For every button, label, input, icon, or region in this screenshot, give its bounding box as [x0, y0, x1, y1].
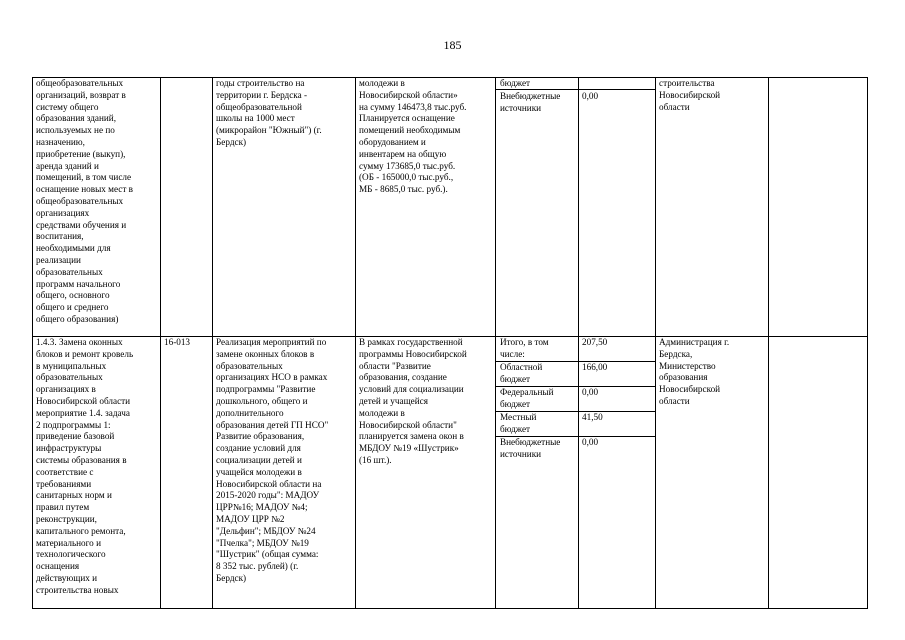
table-cell-description: Реализация мероприятий по замене оконных блоков в образовательных организациях НСО в рамках подпрограммы "Развитие дошкольного, общего и дополнительного образования детей ГП НСО" Развитие образования, создание условий для социализации детей и учащейся молодежи в Новосибирской области на 2015-2020 годы": МАДОУ ЦРР№16; МАДОУ №4; МАДОУ ЦРР №2 "Дельфин"; МБДОУ №24 "Пчелка"; МБДОУ №19 "Шустрик" (общая сумма: 8 352 тыс. рублей) (г. Бердск): [216, 337, 329, 583]
source-name: Внебюджетные источники: [500, 437, 561, 459]
source-value: 207,50: [582, 337, 608, 347]
source-value: 0,00: [582, 437, 599, 447]
table-cell-executor: Администрация г. Бердска, Министерство образования Новосибирской области: [659, 337, 730, 406]
table-cell-result: молодежи в Новосибирской области» на сумму 146473,8 тыс.руб. Планируется оснащение помещений необходимым оборудованием и инвентарем на общую сумму 173685,0 тыс.руб. (ОБ - 165000,0 тыс.руб., МБ - 8685,0 тыс. руб.).: [359, 78, 467, 195]
source-name: бюджет: [500, 78, 531, 88]
table-border: [355, 77, 356, 609]
source-name: Местный бюджет: [500, 412, 537, 434]
table-border: [212, 77, 213, 609]
table-cell-activity: 1.4.3. Замена оконных блоков и ремонт кровель в муниципальных образовательных организациях в Новосибирской области мероприятие 1.4. задача 2 подпрограммы 1: приведение базовой инфраструктуры системы образования в соответствие с требованиями санитарных норм и правил путем реконструкции, капитального ремонта, материального и технологического оснащения действующих и строительства новых: [36, 337, 134, 595]
table-cell-result: В рамках государственной программы Новосибирской области "Развитие образования, создание условий для социализации детей и учащейся молодежи в Новосибирской области" планируется замена окон в МБДОУ №19 «Шустрик» (16 шт.).: [359, 337, 467, 465]
source-value: 0,00: [582, 91, 599, 101]
table-border: [160, 77, 161, 609]
table-cell-code: 16-013: [164, 337, 191, 347]
table-border: [578, 77, 579, 609]
source-value: 166,00: [582, 362, 608, 372]
table-border: [655, 77, 656, 609]
table-border: [32, 608, 867, 609]
table-border: [867, 77, 868, 609]
page-number: 185: [443, 38, 462, 52]
source-value: 41,50: [582, 412, 603, 422]
table-border: [495, 77, 496, 609]
source-value: 0,00: [582, 387, 599, 397]
source-name: Итого, в том числе:: [500, 337, 549, 359]
table-border: [32, 77, 33, 609]
table-cell-executor: строительства Новосибирской области: [659, 78, 721, 112]
source-name: Областной бюджет: [500, 362, 543, 384]
table-border: [768, 77, 769, 609]
source-name: Федеральный бюджет: [500, 387, 554, 409]
source-name: Внебюджетные источники: [500, 91, 561, 113]
table-cell-description: годы строительство на территории г. Бердска - общеобразовательной школы на 1000 мест (микрорайон "Южный") (г. Бердск): [216, 78, 322, 147]
table-cell-activity: общеобразовательных организаций, возврат в систему общего образования зданий, используемых не по назначению, приобретение (выкуп), аренда зданий и помещений, в том числе оснащение новых мест в общеобразовательных организациях средствами обучения и воспитания, необходимыми для реализации образовательных программ начального общего, основного общего и среднего общего образования): [36, 78, 134, 324]
